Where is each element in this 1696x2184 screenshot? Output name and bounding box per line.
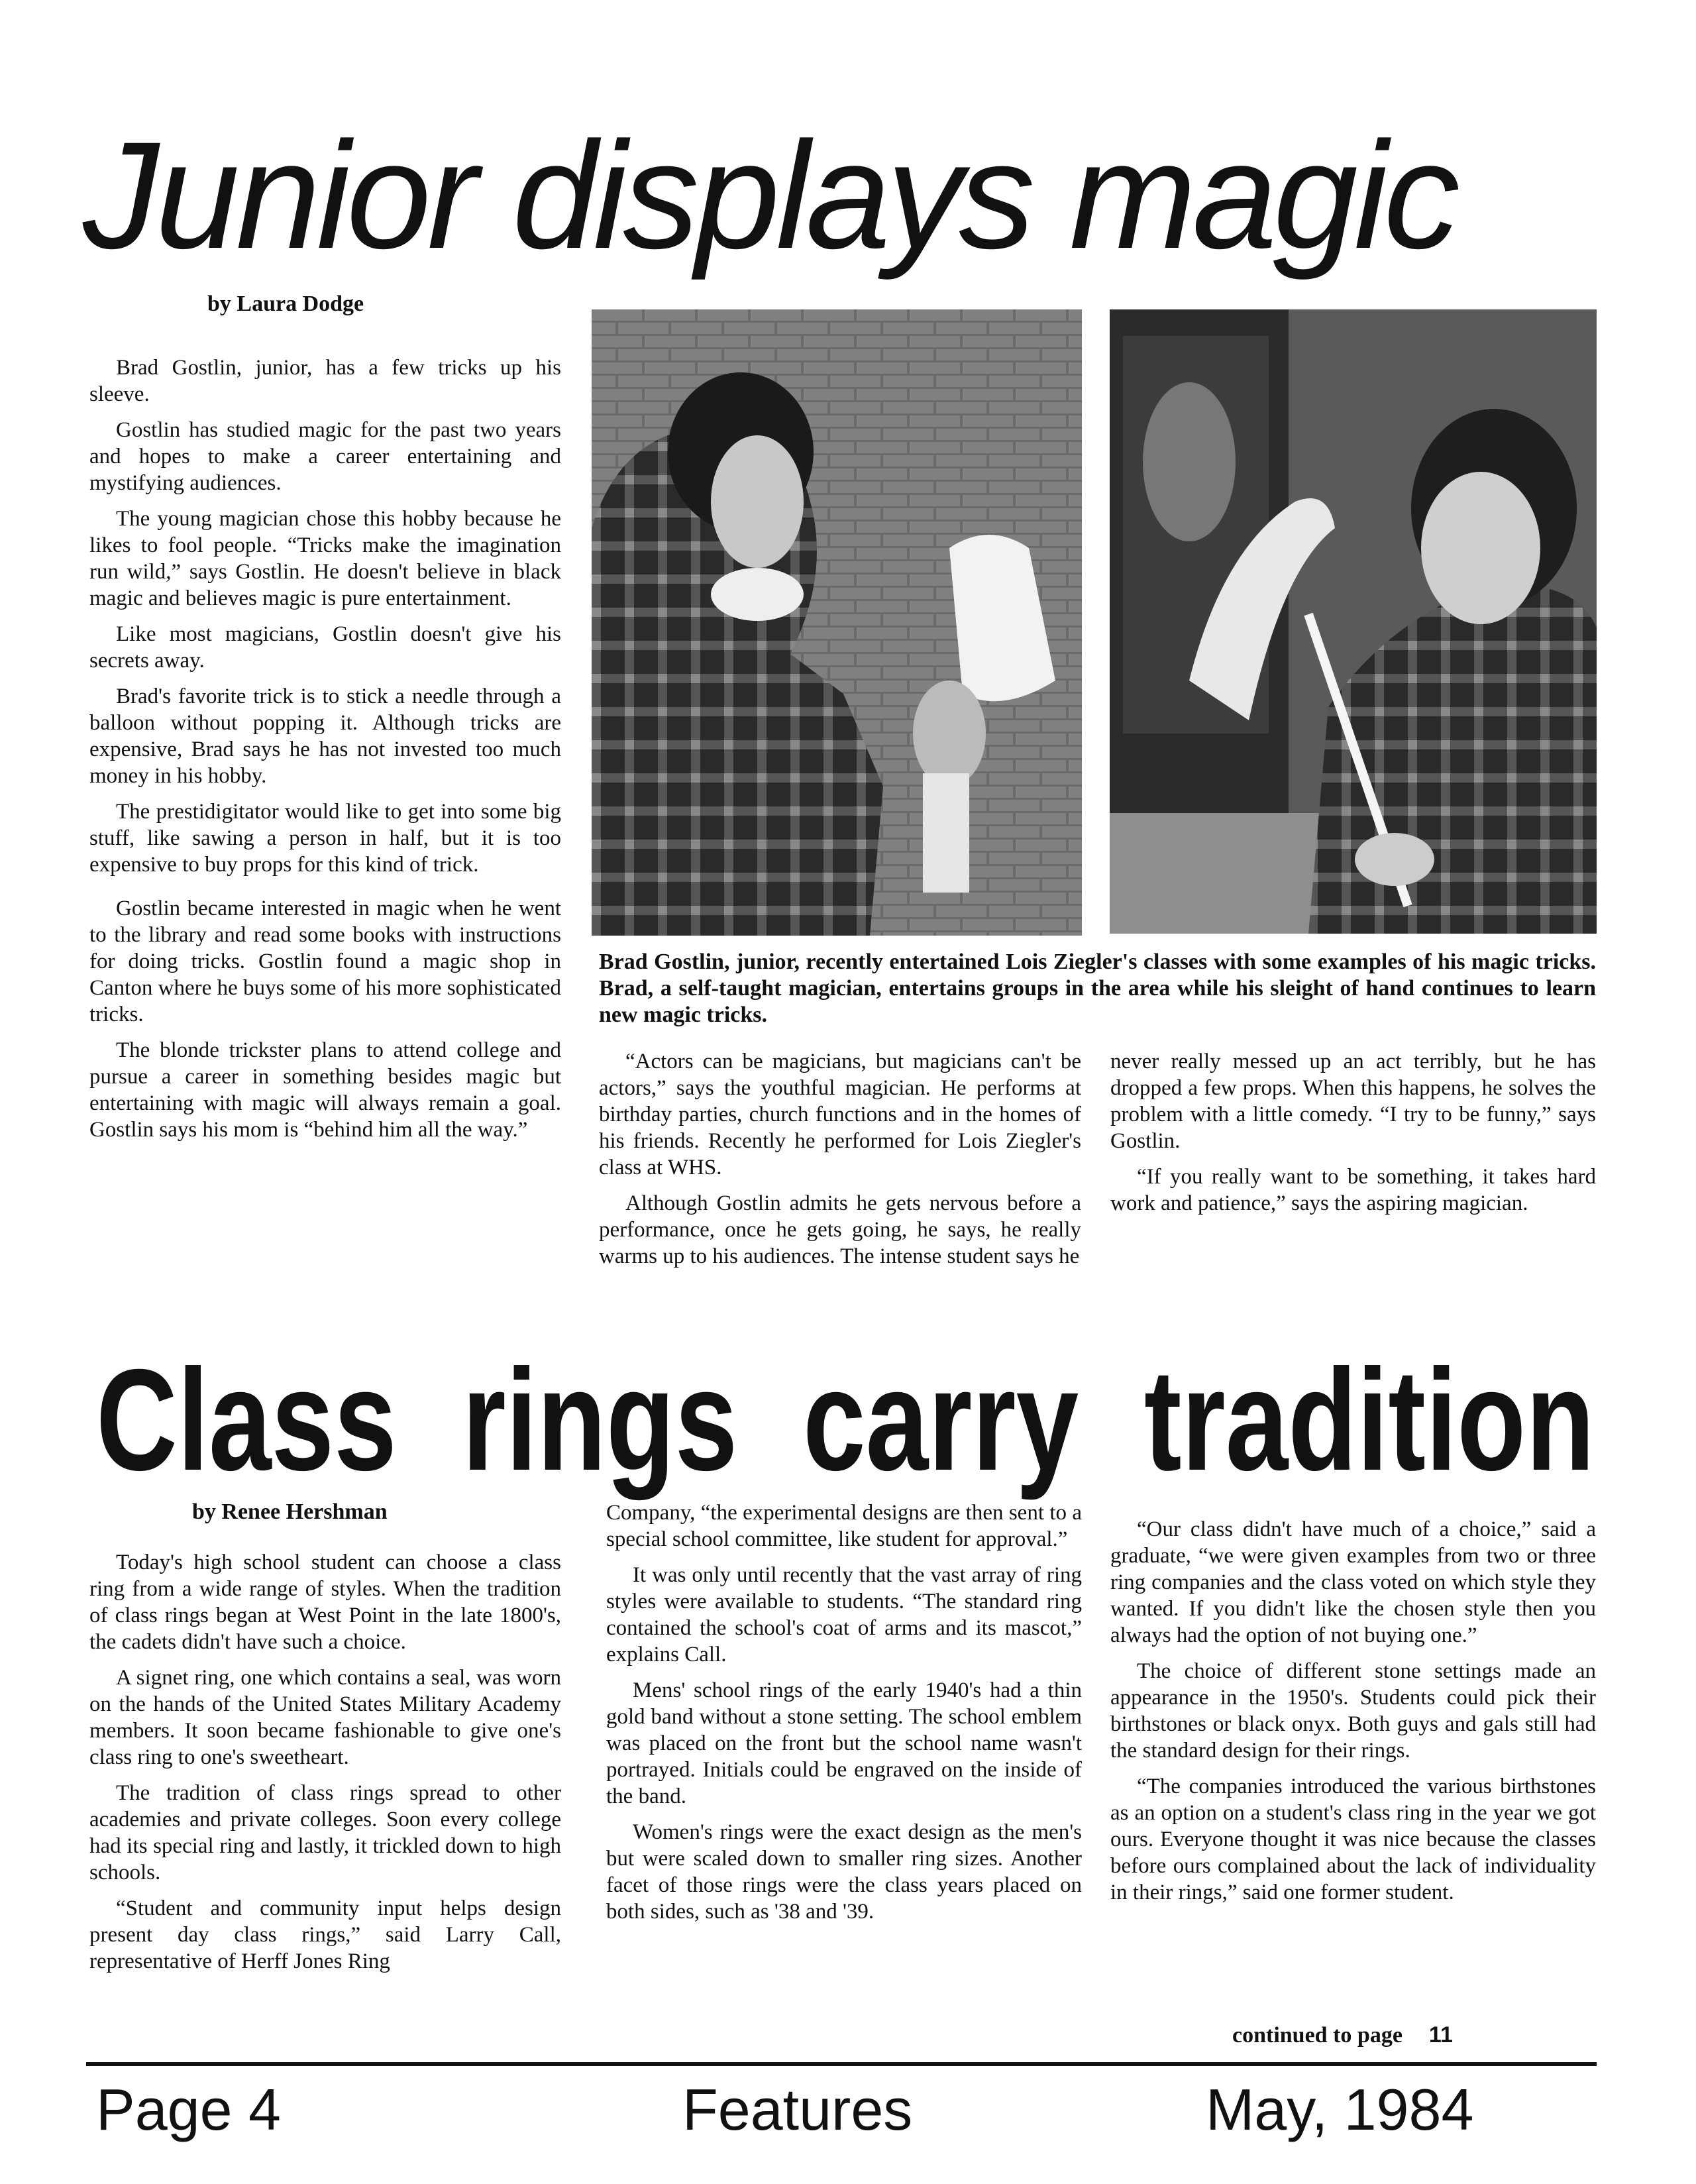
- article2-column-1: [89, 1549, 561, 1984]
- paragraph: Mens' school rings of the early 1940's had a thin gold band without a stone setting. The school emblem was placed on the front but the school name wasn't portrayed. Initials could be engraved on the inside of the band.: [606, 1678, 1082, 1808]
- paragraph: Although Gostlin admits he gets nervous before a performance, once he gets going, he says, he really warms up to his audiences. The intense student says he: [599, 1191, 1081, 1268]
- article1-column-1: [89, 355, 561, 1152]
- article1-column-3: [1110, 1048, 1596, 1226]
- paragraph: It was only until recently that the vast array of ring styles were available to students. “The standard ring contained the school's coat of arms and its mascot,” explains Call.: [606, 1563, 1082, 1666]
- paragraph: Today's high school student can choose a class ring from a wide range of styles. When the tradition of class rings began at West Point in the late 1800's, the cadets didn't have such a choice.: [89, 1551, 561, 1654]
- footer-rule: [86, 2062, 1597, 2066]
- paragraph: The choice of different stone settings made an appearance in the 1950's. Students could pick their birthstones or black onyx. Both guys and gals still had the standard design for their rings.: [1110, 1659, 1596, 1763]
- paragraph: Gostlin became interested in magic when he went to the library and read some books with instructions for doing tricks. Gostlin found a magic shop in Canton where he buys some of his more sophisticated tricks.: [89, 897, 561, 1026]
- paragraph: “The companies introduced the various birthstones as an option on a student's class ring in the year we got ours. Everyone thought it was nice because the classes before ours complained about the lack of individuality in their rings,” said one former student.: [1110, 1774, 1596, 1904]
- article2-column-3: [1110, 1516, 1596, 1915]
- footer-page-number: Page 4: [96, 2077, 281, 2142]
- headline-class-rings-carry-tradition: [96, 1340, 1595, 1501]
- paragraph: Like most magicians, Gostlin doesn't give his secrets away.: [89, 622, 561, 673]
- paragraph: A signet ring, one which contains a seal, was worn on the hands of the United States Military Academy members. It soon became fashionable to give one's class ring to one's sweetheart.: [89, 1666, 561, 1769]
- byline-renee-hershman: by Renee Hershman: [192, 1500, 388, 1524]
- paragraph: Brad Gostlin, junior, has a few tricks up his sleeve.: [89, 356, 561, 406]
- paragraph: Gostlin has studied magic for the past two years and hopes to make a career entertaining and mystifying audiences.: [89, 418, 561, 495]
- paragraph: Brad's favorite trick is to stick a needle through a balloon without popping it. Although tricks are expensive, Brad says he has not invested too much money in his hobby.: [89, 684, 561, 788]
- paragraph: “Actors can be magicians, but magicians can't be actors,” says the youthful magician. He performs at birthday parties, church functions and in the homes of his friends. Recently he performed for Lois Ziegler's class at WHS.: [599, 1050, 1081, 1179]
- headline-word: carry: [803, 1340, 1079, 1501]
- headline-word: rings: [462, 1340, 738, 1501]
- continued-label: continued to page: [1232, 2023, 1403, 2048]
- footer-date: May, 1984: [1206, 2077, 1474, 2142]
- paragraph: The young magician chose this hobby because he likes to fool people. “Tricks make the imagination run wild,” says Gostlin. He doesn't believe in black magic and believes magic is pure entertainment.: [89, 507, 561, 610]
- photo-caption: Brad Gostlin, junior, recently entertained Lois Ziegler's classes with some examples of his magic tricks. Brad, a self-taught magician, entertains groups in the area while his sleight of hand continues to learn new magic tricks.: [599, 950, 1596, 1027]
- footer-section: Features: [682, 2077, 913, 2142]
- paragraph: “If you really want to be something, it takes hard work and patience,” says the aspiring magician.: [1110, 1165, 1596, 1215]
- headline-word: tradition: [1143, 1340, 1595, 1501]
- paragraph: “Student and community input helps design present day class rings,” said Larry Call, representative of Herff Jones Ring: [89, 1896, 561, 1973]
- paragraph: The prestidigitator would like to get into some big stuff, like sawing a person in half, but it is too expensive to buy props for this kind of trick.: [89, 800, 561, 877]
- paragraph: Company, “the experimental designs are then sent to a special school committee, like student for approval.”: [606, 1501, 1082, 1551]
- continued-to-page: [1232, 2022, 1453, 2048]
- paragraph: The tradition of class rings spread to other academies and private colleges. Soon every college had its special ring and lastly, it trickled down to high schools.: [89, 1781, 561, 1884]
- byline-laura-dodge: by Laura Dodge: [207, 292, 364, 316]
- article1-column-2: [599, 1048, 1081, 1279]
- paragraph: never really messed up an act terribly, but he has dropped a few props. When this happens, he solves the problem with a little comedy. “I try to be funny,” says Gostlin.: [1110, 1050, 1596, 1153]
- paragraph: “Our class didn't have much of a choice,” said a graduate, “we were given examples from two or three ring companies and the class voted on which style they wanted. If you didn't like the chosen style then you always had the option of not buying one.”: [1110, 1517, 1596, 1647]
- photo-magician-with-wand: [1110, 309, 1597, 934]
- continued-page-number: 11: [1428, 2022, 1453, 2048]
- headline-junior-displays-magic: Junior displays magic: [83, 110, 1456, 280]
- photo-magician-with-cards: [592, 309, 1082, 936]
- article2-column-2: [606, 1500, 1082, 1934]
- paragraph: Women's rings were the exact design as the men's but were scaled down to smaller ring sizes. Another facet of those rings were the class years placed on both sides, such as '38 and '39.: [606, 1820, 1082, 1924]
- paragraph: The blonde trickster plans to attend college and pursue a career in something besides magic but entertaining with magic will always remain a goal. Gostlin says his mom is “behind him all the way.”: [89, 1038, 561, 1142]
- headline-word: Class: [96, 1340, 397, 1501]
